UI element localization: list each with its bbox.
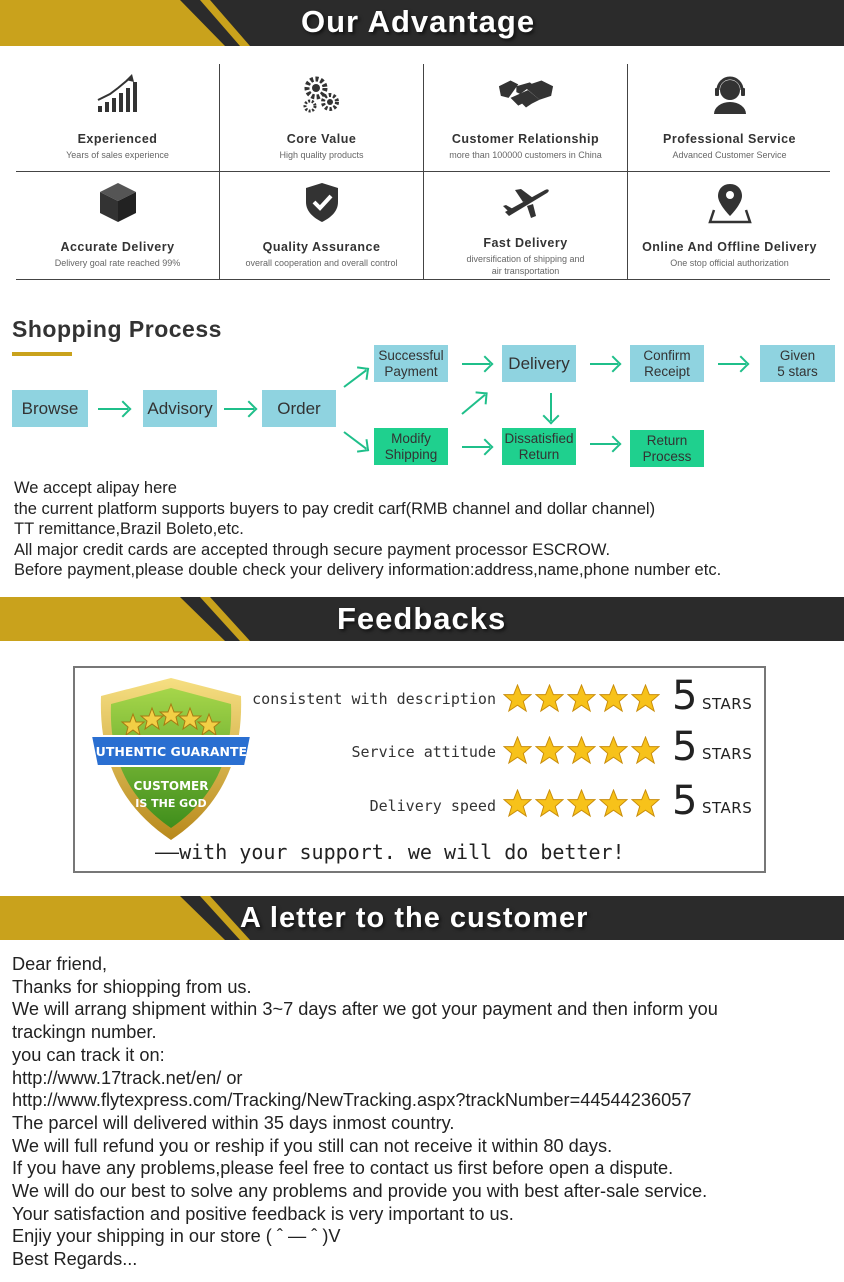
- step-label: Delivery: [508, 353, 570, 373]
- advantage-experienced: [16, 64, 219, 172]
- banner-title: Feedbacks: [337, 601, 507, 636]
- advantage-subtitle: overall cooperation and overall control: [245, 258, 398, 268]
- rating-unit: STARS: [702, 695, 753, 713]
- rating-unit: STARS: [702, 745, 753, 763]
- advantage-subtitle-line: air transportation: [491, 266, 560, 276]
- handshake-icon: [497, 72, 555, 116]
- advantage-title: Professional Service: [663, 132, 796, 146]
- step-successful-payment: [374, 345, 448, 382]
- customer-letter: [12, 953, 718, 1271]
- banner-gold-stripe: [0, 0, 230, 46]
- advantage-title: Online And Offline Delivery: [642, 240, 817, 254]
- advantage-professional-service: [628, 64, 831, 172]
- flow-arrow: [98, 408, 128, 410]
- step-label: Shipping: [384, 446, 438, 462]
- rating-label: Delivery speed: [369, 797, 496, 815]
- step-label: Payment: [384, 363, 438, 379]
- letter-line: We will arrang shipment within 3~7 days after we got your payment and then inform you: [12, 999, 718, 1020]
- letter-line: The parcel will delivered within 35 days inmost country.: [12, 1112, 455, 1133]
- advantage-accurate-delivery: [16, 172, 219, 280]
- advantage-online-offline-delivery: [628, 172, 831, 280]
- payment-line: Before payment,please double check your delivery information:address,name,phone number etc.: [14, 561, 722, 579]
- star-icon: [503, 684, 532, 713]
- star-icon: [503, 789, 532, 818]
- shield-check-icon: [300, 180, 344, 224]
- rating-unit: STARS: [702, 799, 753, 817]
- step-given-stars: [760, 345, 835, 382]
- badge-text: IS THE GOD: [135, 797, 207, 810]
- advantage-subtitle: High quality products: [279, 150, 364, 160]
- advantage-quality-assurance: [220, 172, 423, 280]
- box-icon: [96, 180, 140, 224]
- advantage-core-value: [220, 64, 423, 172]
- rating-label: consistent with description: [252, 690, 496, 708]
- step-label: Advisory: [147, 398, 213, 418]
- star-icon: [631, 736, 660, 765]
- letter-line: you can track it on:: [12, 1044, 165, 1065]
- flow-arrow: [462, 363, 490, 365]
- advantage-customer-relationship: [424, 64, 627, 172]
- rating-number: 5: [672, 778, 698, 824]
- badge-ribbon-text: AUTHENTIC GUARANTEE: [86, 744, 256, 759]
- banner-our-advantage: [0, 0, 844, 46]
- star-rating: [503, 684, 660, 713]
- advantage-grid: [16, 64, 830, 280]
- letter-line: Best Regards...: [12, 1249, 138, 1270]
- star-icon: [599, 736, 628, 765]
- star-icon: [567, 684, 596, 713]
- step-confirm-receipt: [630, 345, 704, 382]
- banner-letter: [0, 896, 844, 940]
- letter-line: Thanks for shiopping from us.: [12, 976, 252, 997]
- payment-line: the current platform supports buyers to pay credit carf(RMB channel and dollar channel): [14, 499, 656, 518]
- advantage-subtitle: Delivery goal rate reached 99%: [54, 258, 181, 268]
- step-label: Process: [642, 448, 692, 464]
- advantage-subtitle: more than 100000 customers in China: [449, 150, 602, 160]
- step-label: Order: [277, 398, 321, 418]
- step-label: Return: [646, 432, 688, 448]
- payment-line: All major credit cards are accepted through secure payment processor ESCROW.: [14, 540, 611, 559]
- letter-line: trackingn number.: [12, 1022, 157, 1043]
- advantage-subtitle: One stop official authorization: [670, 258, 789, 268]
- step-order: [262, 390, 336, 427]
- step-return-process: [630, 430, 704, 467]
- flow-arrow: [461, 394, 485, 415]
- step-label: 5 stars: [777, 363, 818, 379]
- payment-line: We accept alipay here: [14, 479, 177, 497]
- advantage-title: Quality Assurance: [262, 240, 381, 254]
- rating-number: 5: [672, 724, 698, 770]
- advantage-title: Customer Relationship: [451, 132, 600, 146]
- step-browse: [12, 390, 88, 427]
- advantage-subtitle: Years of sales experience: [66, 150, 169, 160]
- star-icon: [567, 736, 596, 765]
- star-rating: [503, 789, 660, 818]
- star-icon: [599, 789, 628, 818]
- title-underline: [12, 352, 72, 356]
- star-icon: [503, 736, 532, 765]
- letter-line: Dear friend,: [12, 954, 108, 974]
- advantage-subtitle-line: diversification of shipping and: [466, 254, 585, 264]
- flow-arrow: [462, 446, 490, 448]
- airplane-icon: [501, 180, 551, 224]
- banner-title: Our Advantage: [301, 4, 536, 39]
- step-label: Receipt: [644, 363, 690, 379]
- payment-line: TT remittance,Brazil Boleto,etc.: [14, 520, 244, 538]
- payment-info: [14, 478, 721, 581]
- star-icon: [535, 789, 564, 818]
- flow-arrow: [590, 443, 618, 445]
- banner-gold-stripe: [0, 896, 230, 940]
- map-pin-icon: [708, 180, 752, 224]
- step-label: Successful: [378, 347, 444, 363]
- step-label: Given: [779, 347, 816, 363]
- step-modify-shipping: [374, 428, 448, 465]
- banner-title: A letter to the customer: [240, 902, 589, 934]
- letter-line: Your satisfaction and positive feedback is very important to us.: [12, 1203, 514, 1224]
- star-icon: [599, 684, 628, 713]
- step-dissatisfied-return: [502, 428, 576, 465]
- flow-arrow: [343, 431, 367, 449]
- advantage-title: Experienced: [77, 132, 158, 146]
- step-label: Confirm: [643, 347, 691, 363]
- flow-arrow: [550, 393, 552, 421]
- rating-label: Service attitude: [351, 743, 496, 761]
- advantage-title: Accurate Delivery: [60, 240, 175, 254]
- feedback-panel: [73, 666, 766, 873]
- step-label: Return: [518, 446, 560, 462]
- headset-agent-icon: [708, 72, 752, 116]
- letter-line: Enjiy your shipping in our store ( ˆ — ˆ )V: [12, 1226, 341, 1247]
- letter-line: If you have any problems,please feel free to contact us first before open a dispute.: [12, 1158, 674, 1179]
- authentic-guarantee-badge: [85, 674, 257, 846]
- flow-arrow: [718, 363, 746, 365]
- advantage-title: Core Value: [286, 132, 357, 146]
- letter-line: We will do our best to solve any problems and provide you with best after-sale service.: [12, 1181, 708, 1202]
- badge-text: CUSTOMER: [133, 779, 209, 793]
- gears-icon: [300, 72, 344, 116]
- letter-line: We will full refund you or reship if you still can not receive it within 80 days.: [12, 1135, 613, 1156]
- tracking-link-17track[interactable]: http://www.17track.net/en/ or: [12, 1067, 243, 1088]
- star-icon: [535, 684, 564, 713]
- growth-chart-icon: [96, 72, 140, 116]
- step-label: Modify: [391, 430, 431, 446]
- advantage-subtitle: Advanced Customer Service: [672, 150, 787, 160]
- feedback-tagline: ——with your support. we will do better!: [155, 840, 625, 864]
- star-icon: [535, 736, 564, 765]
- advantage-subtitle: [424, 253, 627, 277]
- star-rating: [503, 736, 660, 765]
- advantage-fast-delivery: [424, 172, 627, 280]
- advantage-title: Fast Delivery: [483, 236, 568, 250]
- star-icon: [567, 789, 596, 818]
- step-advisory: [143, 390, 217, 427]
- step-label: Browse: [21, 398, 79, 418]
- banner-feedbacks: [0, 597, 844, 641]
- star-icon: [631, 684, 660, 713]
- banner-gold-stripe: [0, 597, 230, 641]
- tracking-link-flytexpress[interactable]: http://www.flytexpress.com/Tracking/NewTracking.aspx?trackNumber=44544236057: [12, 1090, 692, 1111]
- flow-arrow: [343, 369, 367, 387]
- flow-arrow: [224, 408, 254, 410]
- section-title: Shopping Process: [12, 316, 222, 342]
- star-icon: [631, 789, 660, 818]
- rating-number: 5: [672, 673, 698, 719]
- flow-arrow: [590, 363, 618, 365]
- step-label: Dissatisfied: [504, 430, 574, 446]
- step-delivery: [502, 345, 576, 382]
